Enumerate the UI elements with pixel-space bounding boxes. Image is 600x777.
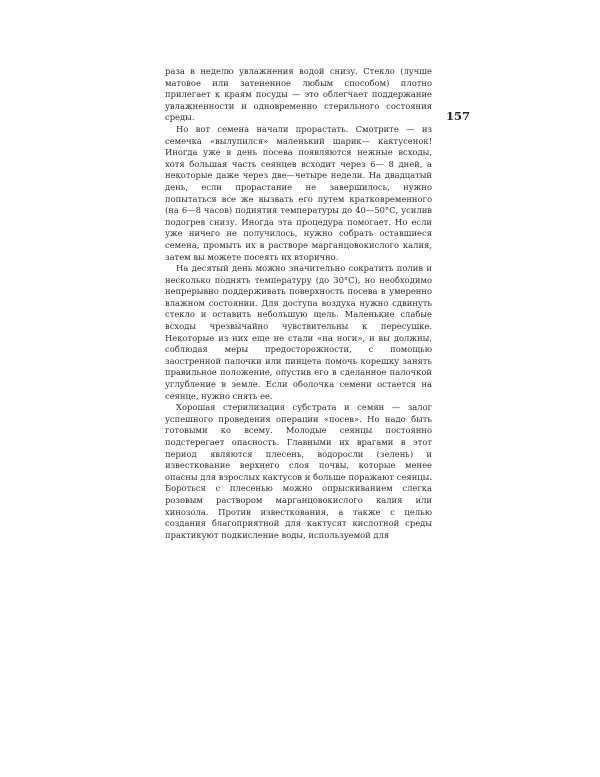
paragraph-3: На десятый день можно значительно сократить полив и несколько поднять температуру (до 30°С), но необходимо непрерывно поддерживать поверхность посева в умеренно влажном состоянии. Для доступа воздуха нужно сдвинуть стекло и оставить небольшую щель. Маленькие слабые всходы чрезвычайно чувствительны к пересушке. Некоторые из них еще не стали «на ноги», и вы должны, соблюдая меры предосторожности, с помощью заостренной палочки или пинцета помочь корешку занять правильное положение, опустив его в сделанное палочкой углубление в земле. Если оболочка семени остается на сеянце, нужно снять ее. bbox=[165, 263, 432, 401]
page-number: 157 bbox=[446, 109, 471, 123]
paragraph-4: Хорошая стерилизация субстрата и семян — залог успешного проведения операции «посев». Но надо быть готовыми ко всему. Молодые сеянцы постоянно подстерегает опасность. Главными их врагами в этот период являются плесень, водоросли (зелень) и известкование верхнего слоя почвы, которые менее опасны для взрослых кактусов и больше поражают сеянцы. Бороться с плесенью можно опрыскиванием слегка розовым раствором марганцовокислого калия или хинозола. Против известкования, а также с целью создания благоприятной для кактусят кислотной среды практикуют подкисление воды, используемой для bbox=[165, 402, 432, 540]
text-column bbox=[165, 66, 432, 541]
paragraph-2: Но вот семена начали прорастать. Смотрите — из семечка «вылупился» маленький шарик— кактусенок! Иногда уже в день посева появляются нежные всходы, хотя большая часть сеянцев всходит через 6— 8 дней, а некоторые даже через две—четыре недели. На двадцатый день, если прорастание не завершилось, нужно попытаться все же вызвать его путем кратковременного (на 6—8 часов) поднятия температуры до 40—50°С, усилив подогрев снизу. Иногда эта процедура помогает. Но если уже ничего не получилось, нужно собрать оставшиеся семена, промыть их в растворе марганцовокислого калия, затем вы можете посеять их вторично. bbox=[165, 123, 432, 262]
paragraph-1: раза в неделю увлажнения водой снизу. Стекло (лучше матовое или затененное любым способом) плотно прилегает к краям посуды — это облегчает поддержание увлажненности и одновременно стерильного состояния среды. bbox=[165, 66, 432, 123]
